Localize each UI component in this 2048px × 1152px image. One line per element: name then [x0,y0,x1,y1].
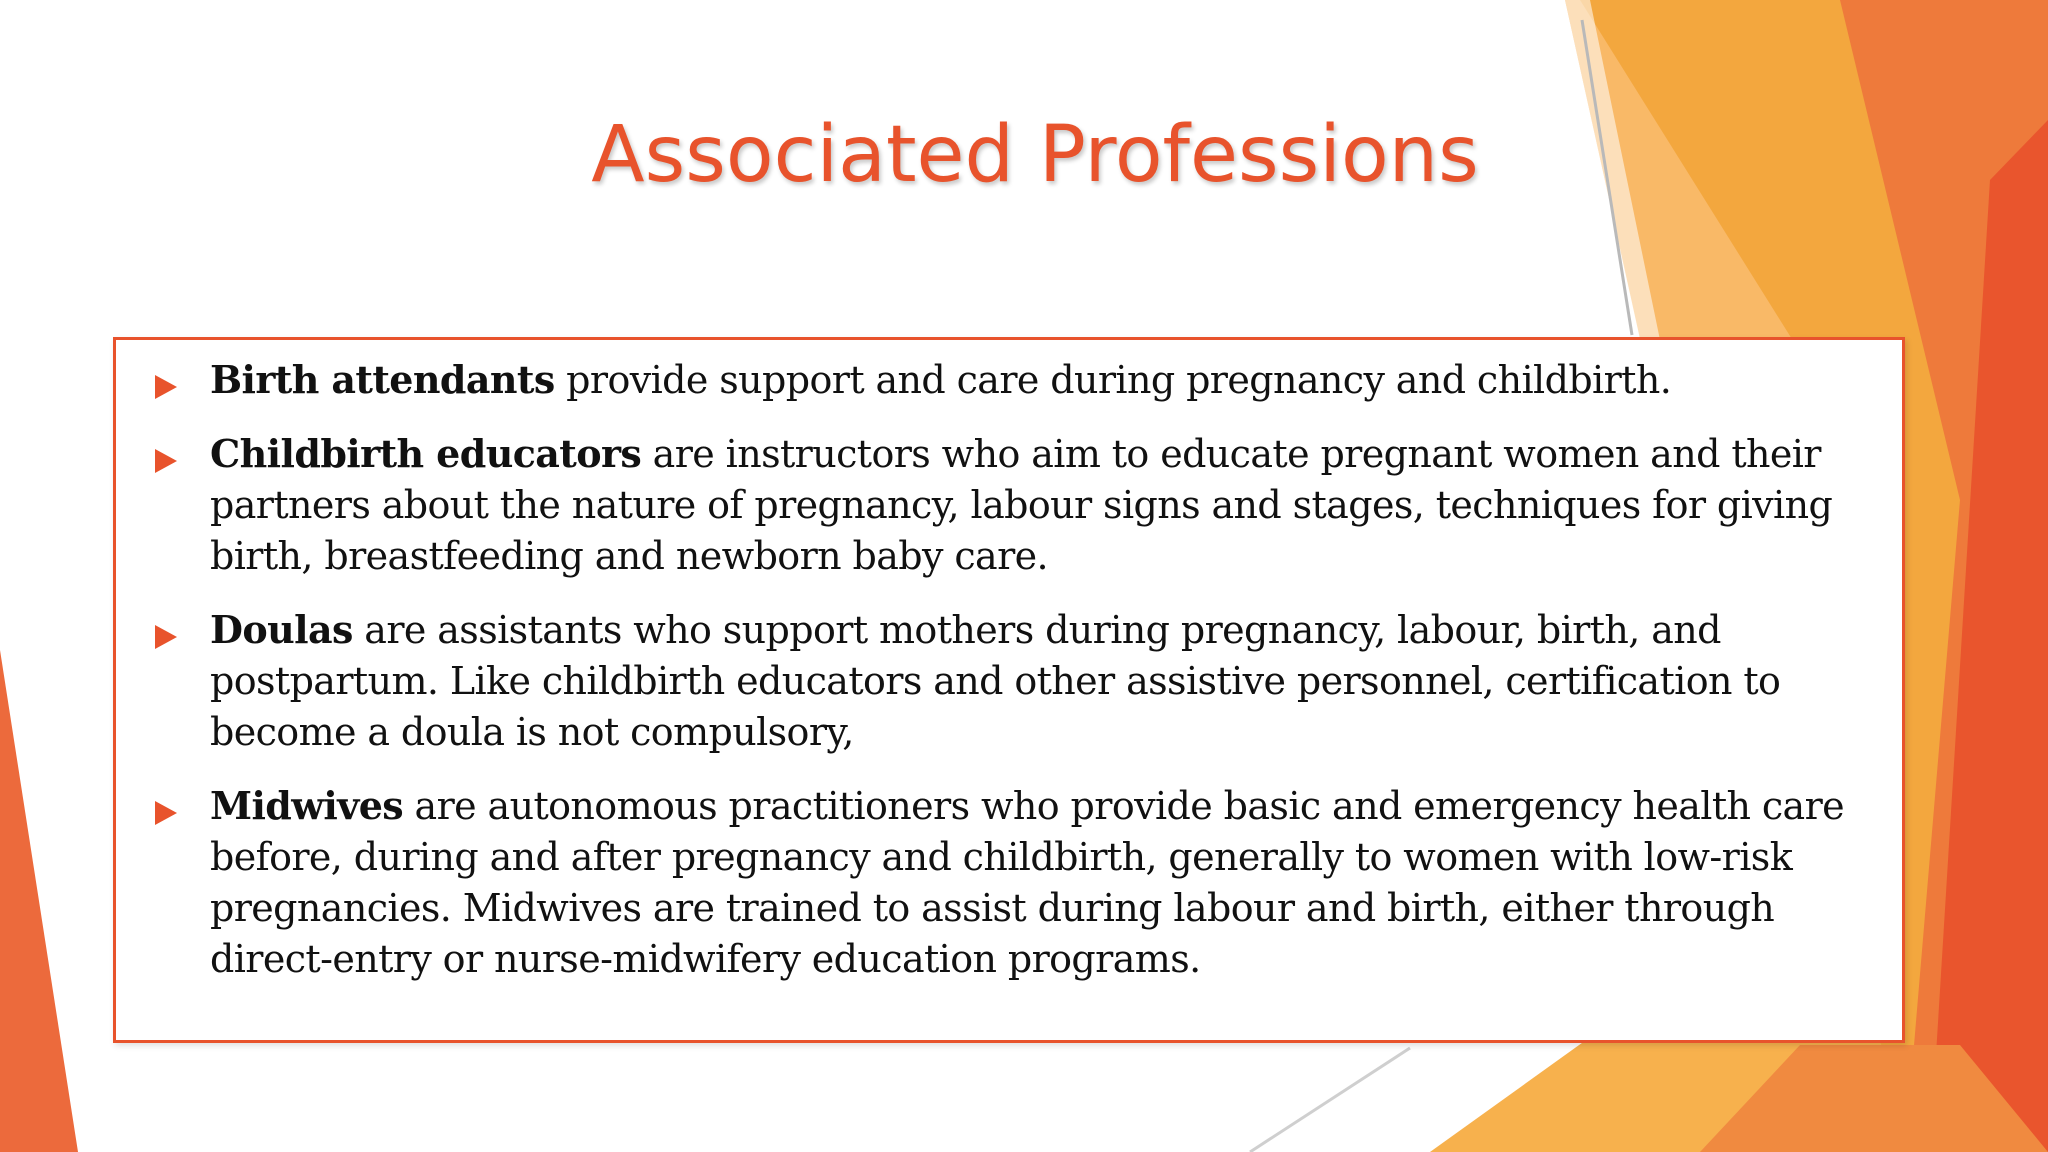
bullet-term: Midwives [210,783,404,828]
bullet-term: Childbirth educators [210,431,642,476]
bullet-item [136,604,1868,758]
bullet-item [136,354,1868,406]
bullet-item [136,780,1868,985]
bullet-term: Birth attendants [210,357,555,402]
bullet-item [136,428,1868,582]
bullet-description: are instructors who aim to educate pregnant women and their partners about the nature of pregnancy, labour signs and stages, techniques for giving birth, breastfeeding and newborn baby care. [210,432,1833,578]
bullet-text [210,354,1868,406]
bullet-text [210,780,1868,985]
bullet-term: Doulas [210,607,353,652]
bullet-text [210,604,1868,758]
bullet-description: are assistants who support mothers during pregnancy, labour, birth, and postpartum. Like childbirth educators and other assistive personnel, certification to become a doula is not compulsory, [210,608,1781,754]
triangle-right-icon [155,375,177,399]
thin-grey-line-bottom [1250,1048,1410,1152]
triangle-right-icon [155,449,177,473]
bullet-description: are autonomous practitioners who provide basic and emergency health care before, during and after pregnancy and childbirth, generally to women with low-risk pregnancies. Midwives are trained to assist during labour and birth, either through direct-entry or nurse-midwifery education programs. [210,784,1845,981]
bullet-text [210,428,1868,582]
left-orange-shape [0,650,78,1152]
slide-title: Associated Professions [591,110,1479,200]
triangle-right-icon [155,801,177,825]
content-text-box [113,337,1905,1043]
triangle-right-icon [155,625,177,649]
bullet-description: provide support and care during pregnancy and childbirth. [554,358,1672,402]
